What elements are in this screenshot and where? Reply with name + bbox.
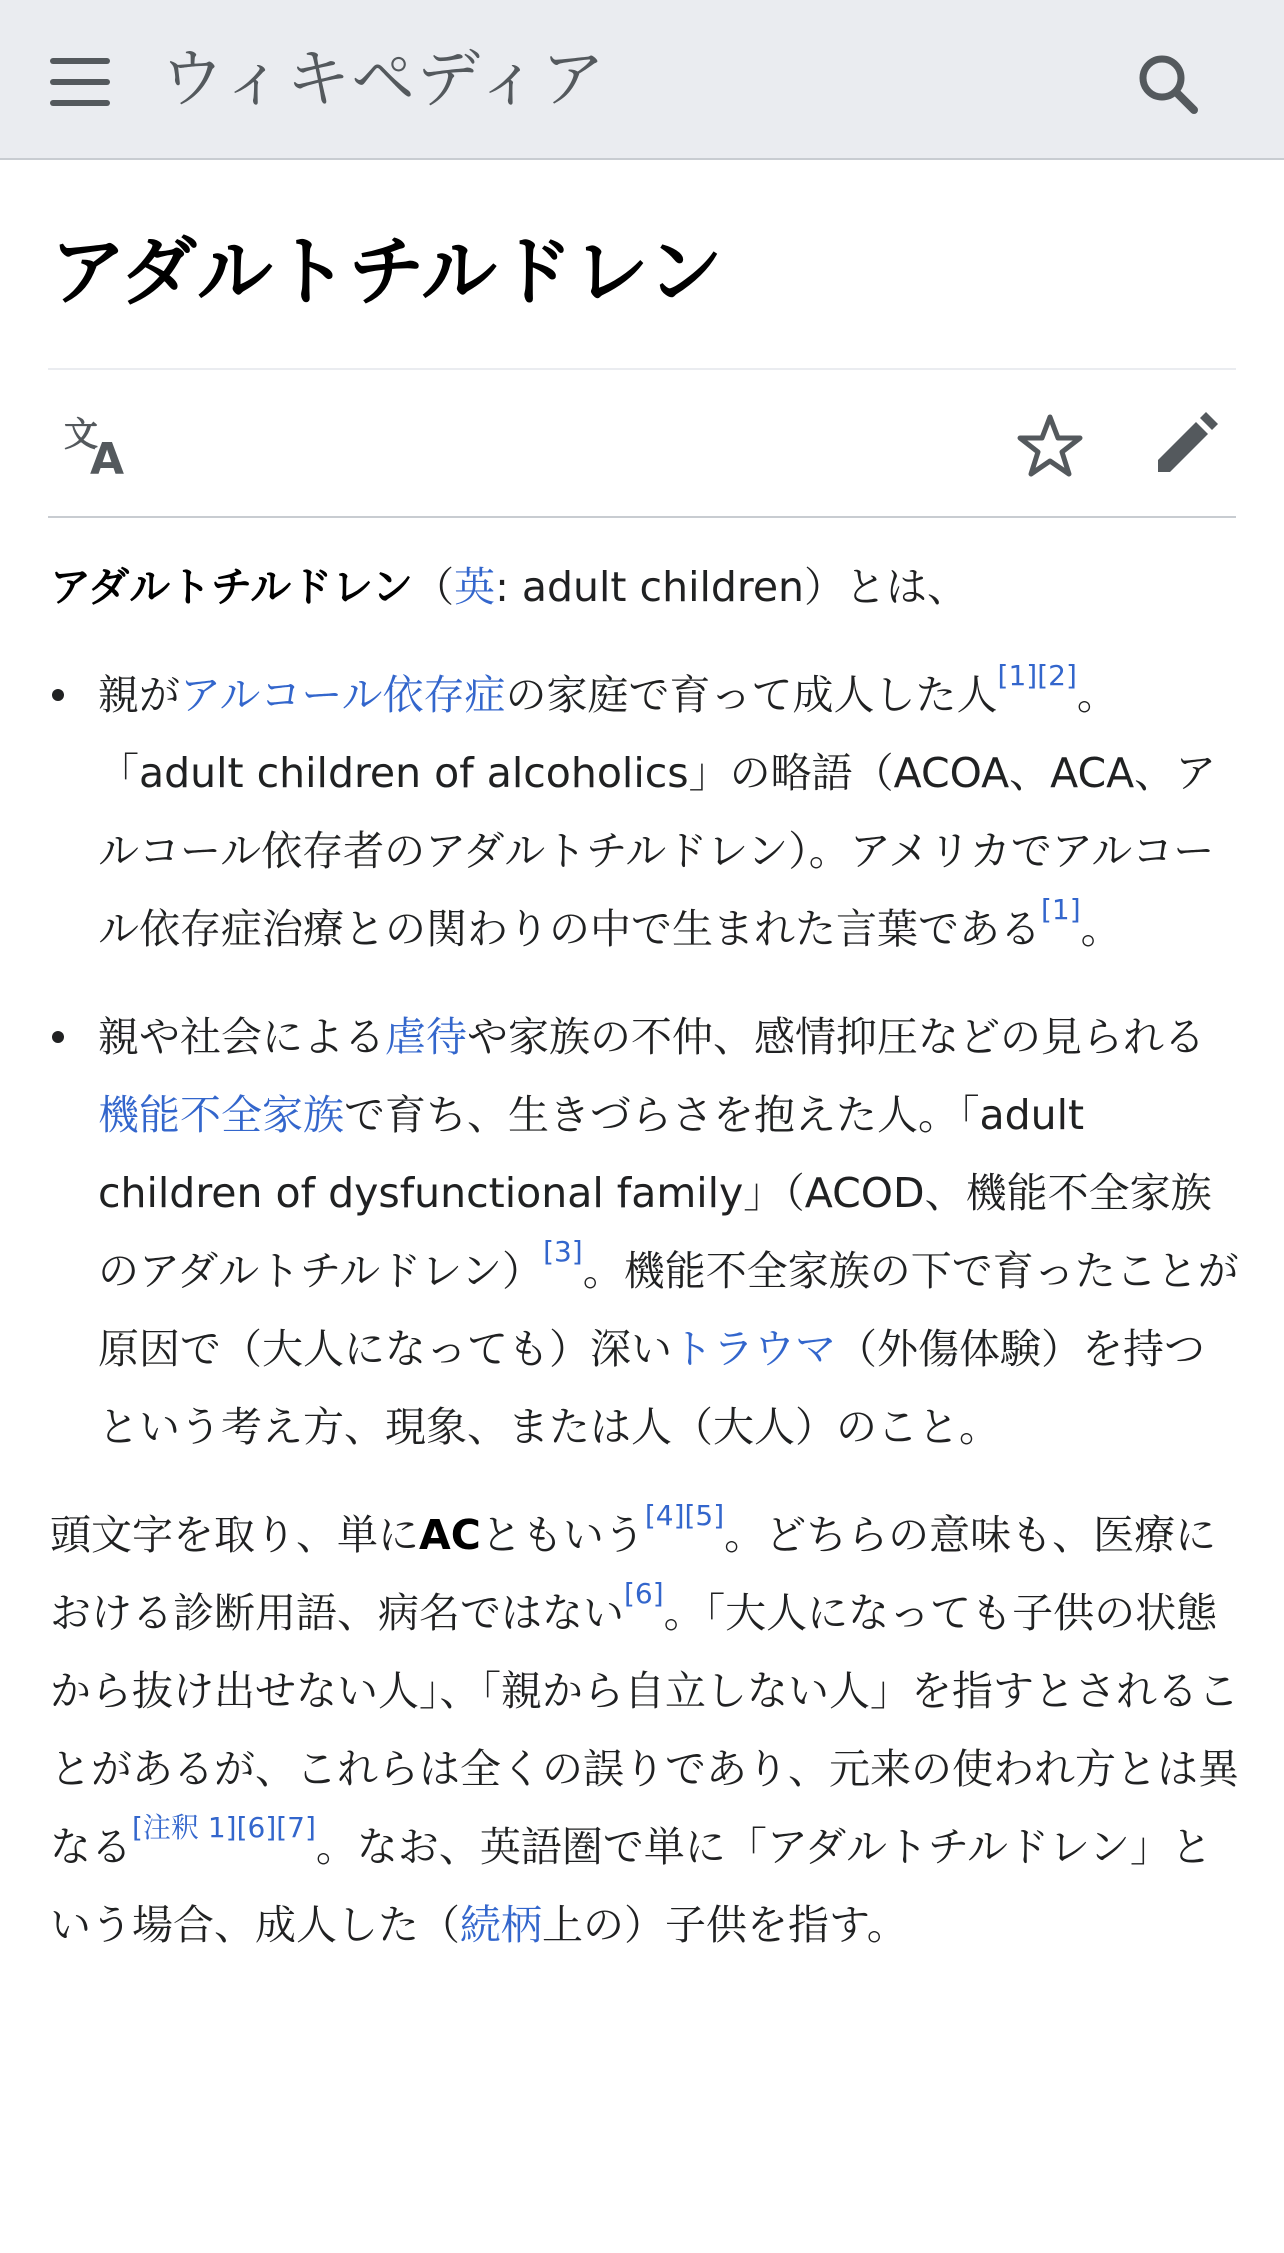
- citation-link[interactable]: [7]: [276, 1811, 316, 1845]
- note-link[interactable]: [注釈 1]: [132, 1811, 237, 1845]
- list-item-acoa: [50, 656, 1240, 968]
- citation-link[interactable]: [1]: [997, 659, 1038, 693]
- citation-link[interactable]: [6]: [236, 1811, 277, 1845]
- svg-text:文: 文: [64, 415, 98, 455]
- second-paragraph: [50, 1496, 1240, 1964]
- text: 上の）子供を指す。: [542, 1901, 908, 1949]
- lead-paragraph: [50, 548, 1240, 626]
- citation-link[interactable]: [5]: [684, 1499, 725, 1533]
- text: 。「大人になっても子供の状態から抜け出せない人」、「親から自立しない人」を指すとされることがあるが、これらは全くの誤りであり、元来の使われ方とは異なる: [50, 1589, 1239, 1871]
- text: 頭文字を取り、単に: [50, 1511, 419, 1559]
- text: （外傷体験）を持つという考え方、現象、または人（大人）のこと。: [98, 1325, 1205, 1451]
- relationship-link[interactable]: 続柄: [460, 1901, 542, 1949]
- list-item-acod: [50, 998, 1240, 1466]
- text: 。どちらの意味も、医療における診断用語、病名ではない: [50, 1511, 1217, 1637]
- title-divider: [48, 368, 1236, 370]
- lead-tail: ）とは、: [804, 563, 969, 611]
- citation-link[interactable]: [4]: [644, 1499, 685, 1533]
- article-content: [50, 548, 1240, 1964]
- text: 。機能不全家族の下で育ったことが原因で（大人になっても）深い: [98, 1247, 1239, 1373]
- actions-divider: [48, 516, 1236, 518]
- translate-icon[interactable]: [62, 412, 134, 476]
- citation-link[interactable]: [6]: [624, 1577, 664, 1611]
- text: 。なお、英語圏で単に「アダルトチルドレン」という場合、成人した（: [50, 1823, 1212, 1949]
- text: 。: [1080, 905, 1122, 953]
- citation-link[interactable]: [1]: [1041, 893, 1081, 927]
- text: ともいう: [480, 1511, 645, 1559]
- svg-text:A: A: [90, 434, 125, 476]
- star-icon[interactable]: [1016, 412, 1084, 480]
- wikipedia-wordmark[interactable]: ウィキペディア: [160, 43, 607, 117]
- english-language-link[interactable]: 英: [454, 563, 496, 611]
- trauma-link[interactable]: トラウマ: [672, 1325, 836, 1373]
- top-header-bar: [0, 0, 1284, 160]
- lead-english: : adult children: [495, 563, 805, 611]
- text: 。「adult children of alcoholics」の略語（ACOA、ACA、アルコール依存者のアダルトチルドレン）。アメリカでアルコール依存症治療との関わりの中で生まれた言葉である: [98, 671, 1217, 953]
- lead-term: アダルトチルドレン: [50, 563, 414, 611]
- ac-abbreviation: AC: [419, 1511, 481, 1559]
- citation-link[interactable]: [2]: [1037, 659, 1077, 693]
- page-title: アダルトチルドレン: [50, 227, 723, 316]
- pencil-icon[interactable]: [1152, 412, 1218, 478]
- lead-open-paren: （: [413, 563, 455, 611]
- text: 親が: [98, 671, 180, 719]
- text: で育ち、生きづらさを抱えた人。「adult children of dysfunctional family」（ACOD、機能不全家族のアダルトチルドレン）: [98, 1091, 1212, 1295]
- citation-link[interactable]: [3]: [543, 1235, 583, 1269]
- abuse-link[interactable]: 虐待: [385, 1013, 467, 1061]
- definition-list: [50, 656, 1240, 1466]
- search-icon[interactable]: [1136, 52, 1200, 116]
- text: の家庭で育って成人した人: [505, 671, 998, 719]
- text: 親や社会による: [98, 1013, 385, 1061]
- dysfunctional-family-link[interactable]: 機能不全家族: [98, 1091, 344, 1139]
- text: や家族の不仲、感情抑圧などの見られる: [467, 1013, 1205, 1061]
- alcoholism-link[interactable]: アルコール依存症: [180, 671, 506, 719]
- hamburger-menu-icon[interactable]: [50, 58, 110, 106]
